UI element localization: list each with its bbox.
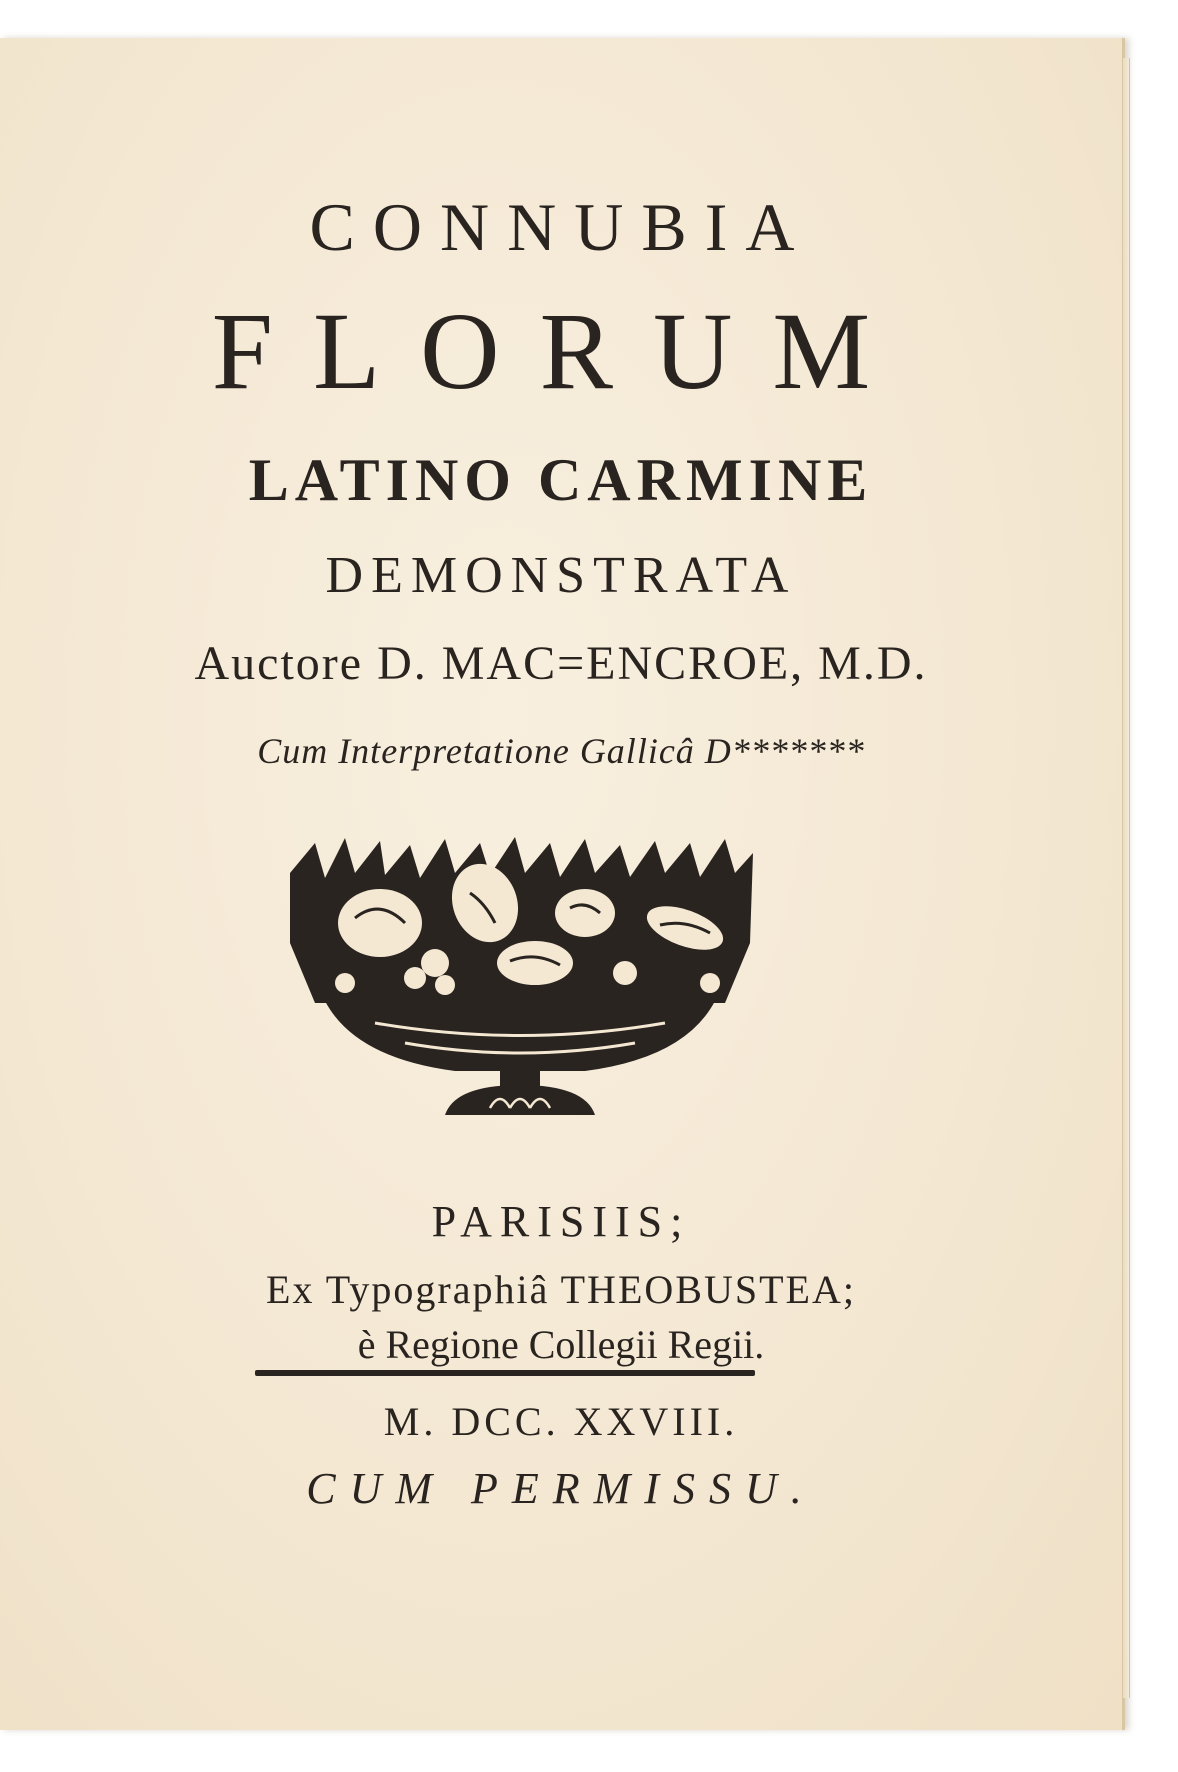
horizontal-rule (255, 1370, 755, 1376)
imprint-permission: CUM PERMISSU. (306, 1464, 816, 1513)
title-line-connubia: CONNUBIA (309, 189, 813, 265)
imprint-year: M. DCC. XXVIII. (383, 1399, 739, 1444)
author-line: Auctore D. MAC=ENCROE, M.D. (194, 637, 928, 690)
imprint-place: PARISIIS; (431, 1197, 691, 1246)
subtitle-latino-carmine: LATINO CARMINE (248, 447, 874, 513)
interpretation-line: Cum Interpretatione Gallicâ D******* (257, 731, 865, 771)
title-line-florum: FLORUM (211, 290, 911, 412)
imprint-printer: Ex Typographiâ THEOBUSTEA; (266, 1267, 856, 1312)
subtitle-demonstrata: DEMONSTRATA (325, 547, 797, 604)
imprint-location: è Regione Collegii Regii. (357, 1322, 765, 1367)
title-page (0, 38, 1125, 1730)
fruit-bowl-woodcut (285, 833, 755, 1123)
